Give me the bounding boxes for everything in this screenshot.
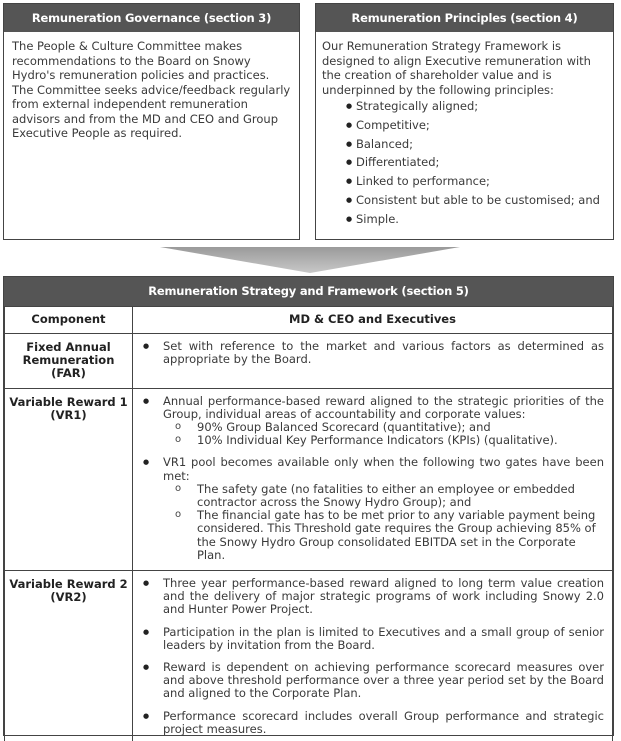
principle-item: ● Balanced; <box>356 137 607 151</box>
vr1-bullet <box>163 456 604 562</box>
principle-item: ● Differentiated; <box>356 155 607 169</box>
principles-list <box>322 99 607 226</box>
principles-panel <box>315 3 614 240</box>
strategy-table <box>4 306 613 741</box>
vr1-bullet-text: VR1 pool becomes available only when the following two gates have been met: <box>163 455 604 483</box>
table-row <box>5 571 613 741</box>
strategy-panel <box>3 276 614 736</box>
vr1-bullet <box>163 395 604 448</box>
table-row <box>5 388 613 570</box>
principles-intro: Our Remuneration Strategy Framework is designed to align Executive remuneration with the creation of shareholder value and is underpinned by the following principles: <box>322 39 591 97</box>
table-header-row <box>5 307 613 334</box>
description-column-header: MD & CEO and Executives <box>133 307 613 334</box>
strategy-title: Remuneration Strategy and Framework (section 5) <box>4 277 613 306</box>
principle-item: ● Consistent but able to be customised; and <box>356 193 607 207</box>
principle-item: ● Competitive; <box>356 118 607 132</box>
vr1-component: Variable Reward 1 (VR1) <box>5 388 133 570</box>
down-arrow-icon <box>160 247 460 273</box>
principle-item: ● Linked to performance; <box>356 174 607 188</box>
governance-body: The People & Culture Committee makes recommendations to the Board on Snowy Hydro's remuneration policies and practices. The Committee seeks advice/feedback regularly from external independent remuneration advisors and from the MD and CEO and Group Executive People as required. <box>12 39 291 140</box>
vr1-subitem: o The financial gate has to be met prior to any variable payment being considered. This Threshold gate requires the Group achieving 85% of the Snowy Hydro Group consolidated EBITDA set in the Corporate Plan. <box>197 509 604 562</box>
principle-item: ● Simple. <box>356 212 607 226</box>
vr1-subitem: o 10% Individual Key Performance Indicators (KPIs) (qualitative). <box>197 434 604 447</box>
principles-title: Remuneration Principles (section 4) <box>316 4 613 32</box>
far-component: Fixed Annual Remuneration (FAR) <box>5 334 133 389</box>
vr2-component: Variable Reward 2 (VR2) <box>5 571 133 741</box>
vr1-subitem: o The safety gate (no fatalities to either an employee or embedded contractor across the Snowy Hydro Group); and <box>197 483 604 509</box>
vr2-bullet: ● Performance scorecard includes overall Group performance and strategic project measures. <box>163 710 604 736</box>
table-row <box>5 334 613 389</box>
principle-item: ● Strategically aligned; <box>356 99 607 113</box>
vr2-bullet: ● Three year performance-based reward aligned to long term value creation and the delivery of major strategic programs of work including Snowy 2.0 and Hunter Power Project. <box>163 577 604 617</box>
vr1-subitem: o 90% Group Balanced Scorecard (quantitative); and <box>197 421 604 434</box>
governance-title: Remuneration Governance (section 3) <box>4 4 299 32</box>
vr1-bullet-text: Annual performance-based reward aligned to the strategic priorities of the Group, individual areas of accountability and corporate values: <box>163 393 604 421</box>
vr2-bullet: ● Reward is dependent on achieving performance scorecard measures over and above threshold performance over a three year period set by the Board and aligned to the Corporate Plan. <box>163 661 604 701</box>
component-column-header: Component <box>5 307 133 334</box>
governance-panel <box>3 3 300 240</box>
far-bullet: ● Set with reference to the market and various factors as determined as appropriate by the Board. <box>163 340 604 366</box>
vr2-bullet: ● Participation in the plan is limited to Executives and a small group of senior leaders by invitation from the Board. <box>163 626 604 652</box>
